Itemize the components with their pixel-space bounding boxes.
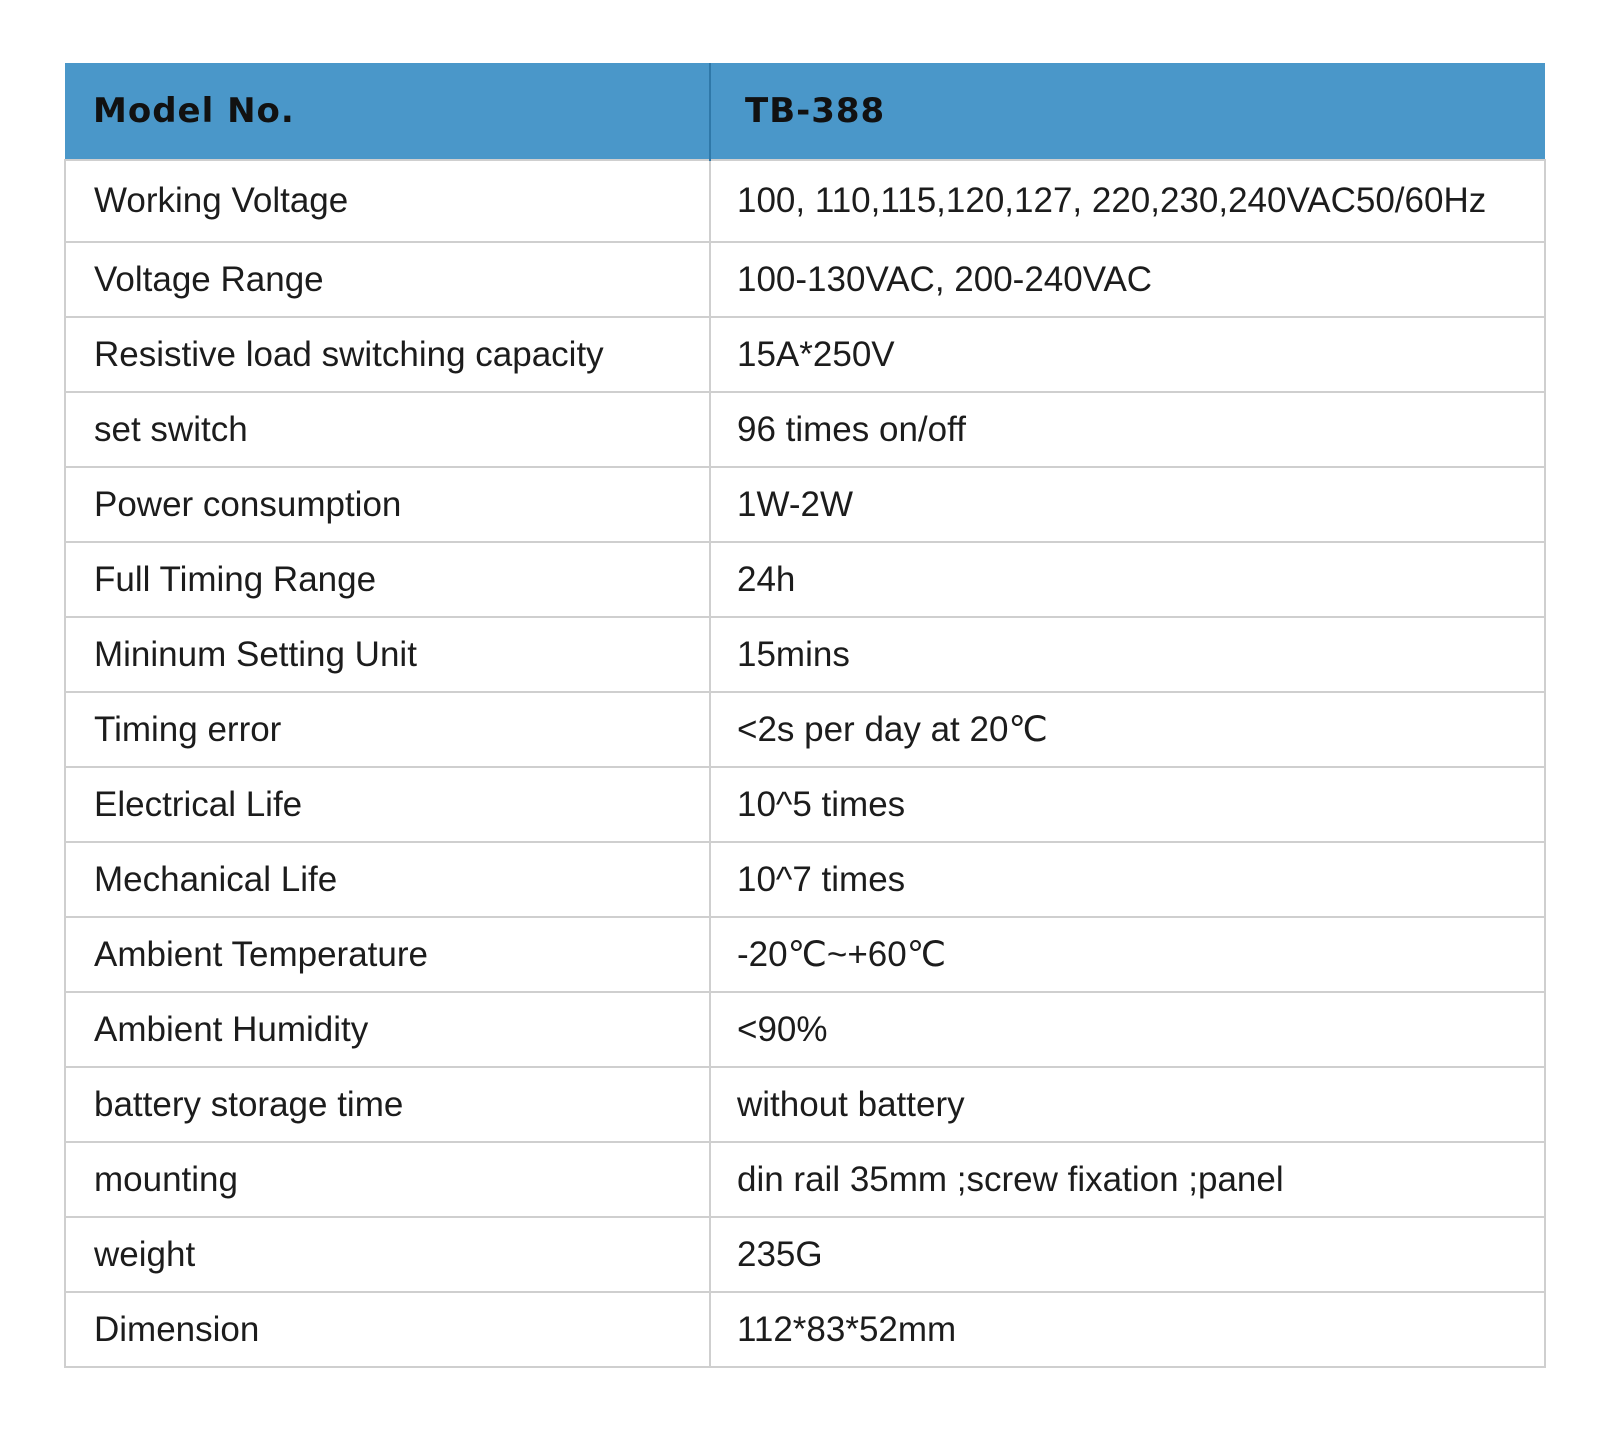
row-value: 15A*250V [710,317,1545,392]
table-row [65,1292,1545,1367]
row-value: 24h [710,542,1545,617]
table-row [65,842,1545,917]
row-value: <90% [710,992,1545,1067]
row-label: mounting [65,1142,710,1217]
table-row [65,542,1545,617]
table-row [65,1217,1545,1292]
table-row [65,160,1545,242]
row-label: Working Voltage [65,160,710,242]
row-label: Full Timing Range [65,542,710,617]
table-row [65,1142,1545,1217]
table-row [65,242,1545,317]
row-value: 10^7 times [710,842,1545,917]
row-value: 112*83*52mm [710,1292,1545,1367]
row-value: without battery [710,1067,1545,1142]
row-label: Mechanical Life [65,842,710,917]
row-value: <2s per day at 20℃ [710,692,1545,767]
table-header-row [65,63,1545,160]
row-label: Resistive load switching capacity [65,317,710,392]
row-label: Voltage Range [65,242,710,317]
row-label: weight [65,1217,710,1292]
table-row [65,317,1545,392]
table-row [65,767,1545,842]
table-row [65,992,1545,1067]
spec-table [64,63,1546,1368]
row-label: Ambient Humidity [65,992,710,1067]
row-label: Ambient Temperature [65,917,710,992]
table-row [65,617,1545,692]
header-model-label: Model No. [65,63,710,160]
row-label: Power consumption [65,467,710,542]
row-label: battery storage time [65,1067,710,1142]
row-value: 1W-2W [710,467,1545,542]
row-label: Timing error [65,692,710,767]
row-value: 235G [710,1217,1545,1292]
table-row [65,917,1545,992]
row-value: 100, 110,115,120,127, 220,230,240VAC50/60Hz [710,160,1545,242]
table-row [65,692,1545,767]
table-row [65,467,1545,542]
table-row [65,1067,1545,1142]
table-row [65,392,1545,467]
row-value: -20℃~+60℃ [710,917,1545,992]
row-value: 10^5 times [710,767,1545,842]
row-value: din rail 35mm ;screw fixation ;panel [710,1142,1545,1217]
row-value: 100-130VAC, 200-240VAC [710,242,1545,317]
row-value: 96 times on/off [710,392,1545,467]
row-label: Mininum Setting Unit [65,617,710,692]
row-label: set switch [65,392,710,467]
row-label: Electrical Life [65,767,710,842]
row-value: 15mins [710,617,1545,692]
header-model-value: TB-388 [710,63,1545,160]
row-label: Dimension [65,1292,710,1367]
